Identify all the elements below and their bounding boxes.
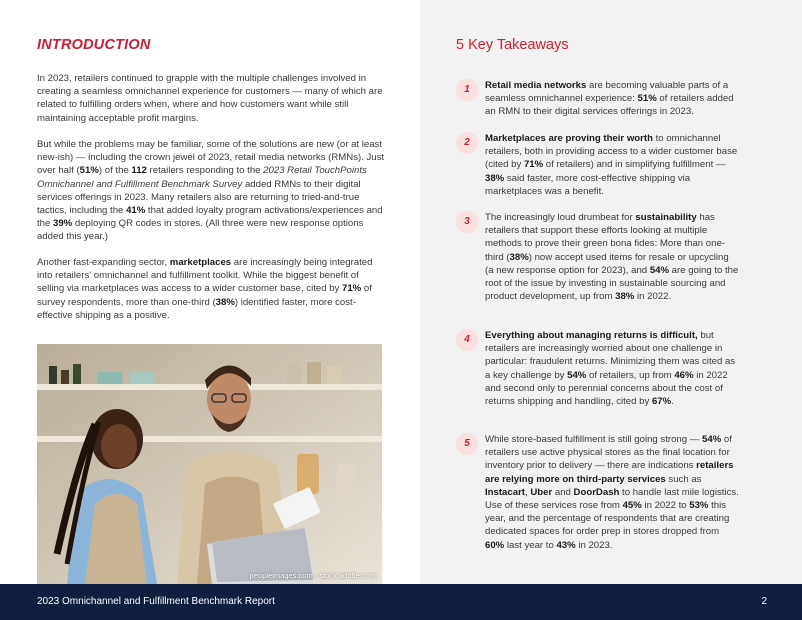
text-run: of retailers) and in simplifying fulfillment — [543, 159, 726, 171]
text-run: of retailers, up from [586, 369, 675, 381]
takeaway-text [485, 433, 739, 552]
takeaways-heading: 5 Key Takeaways [456, 37, 569, 53]
text-run: . [671, 396, 674, 408]
stat: 38% [615, 291, 635, 303]
intro-paragraph-2 [37, 138, 387, 244]
page-footer [0, 584, 802, 620]
takeaway-text [485, 329, 739, 408]
stat: 54% [702, 434, 722, 445]
intro-paragraph-1: In 2023, retailers continued to grapple with the multiple challenges involved in creating a seamless omnichannel experience for customers — many of which are related to fulfilling orders when, where and how customers want while still maintaining acceptable profit margins. [37, 73, 383, 124]
stat: 54% [649, 264, 670, 276]
text-run: deploying QR codes in stores. (All three were new response options added this year.) [37, 218, 364, 243]
text-run: such as [665, 473, 702, 485]
text-run: and [552, 486, 574, 498]
stat-39: 39% [53, 218, 73, 230]
text-run: in 2022. [634, 291, 672, 303]
text-run: that added loyalty program activations/experiences and the [37, 205, 383, 230]
stat-71: 71% [342, 283, 362, 295]
stat: 46% [674, 369, 694, 381]
text-run: to handle last mile logistics. Use of these services rose from [485, 486, 739, 512]
takeaway-text [485, 132, 739, 198]
text-run: retailers responding to the [146, 165, 264, 177]
stat: 60% [485, 539, 505, 551]
takeaway-text [485, 79, 739, 119]
page-number: 2 [761, 596, 767, 607]
stat-112: 112 [131, 165, 147, 177]
highlight: retailers are relying more on third-party services [485, 460, 734, 485]
stat: 45% [622, 500, 642, 512]
report-title: 2023 Omnichannel and Fulfillment Benchmark Report [37, 596, 275, 607]
takeaway-text [485, 211, 739, 303]
text-run: The increasingly loud drumbeat for [485, 212, 636, 223]
highlight: Retail media networks [485, 80, 587, 91]
text-run: but retailers are increasingly worried about one challenge in particular: fraudulent returns. Minimizing them was cited as a key challenge by [485, 330, 736, 381]
photo-illustration [37, 344, 382, 584]
text-run: in 2022 to [641, 500, 690, 512]
text-run: has retailers that support these efforts looking at multiple methods to prove their green bona fides: More than one-third ( [485, 212, 725, 263]
highlight: Marketplaces are proving their worth [485, 133, 653, 144]
company-uber: Uber [530, 486, 553, 498]
photo-credit: peopleimages.com - stock.adobe.com [249, 571, 376, 580]
text-run: of survey respondents, more than one-third ( [37, 283, 372, 308]
text-run: said faster, more cost-effective shipping via marketplaces was a benefit. [485, 172, 691, 197]
intro-paragraph-3 [37, 256, 387, 322]
text-run: , [525, 486, 531, 498]
number-badge: 4 [456, 329, 478, 351]
stat: 71% [523, 159, 544, 171]
highlight: Everything about managing returns is difficult, [485, 330, 698, 341]
text-run: ) now accept used items for resale or upcycling (a new response option for 2023), and [485, 251, 729, 276]
marketplaces-term: marketplaces [169, 257, 232, 268]
text-run: to omnichannel retailers, both in providing access to a wider customer base (cited by [485, 133, 738, 171]
stat: 51% [637, 93, 657, 105]
text-run: are becoming valuable parts of a seamless omnichannel experience: [485, 80, 729, 105]
survey-title: 2023 Retail TouchPoints Omnichannel and Fulfillment Benchmark Survey [37, 165, 367, 190]
stat: 38% [485, 172, 505, 184]
text-run: ) of the [98, 165, 132, 177]
highlight: sustainability [635, 212, 697, 223]
number-badge: 5 [456, 433, 478, 455]
text-run: this year, and the percentage of respondents that are creating dedicated spaces for order prep in stores dropped from [485, 500, 730, 538]
stat-51: 51% [79, 165, 99, 177]
introduction-heading: INTRODUCTION [37, 37, 151, 53]
text-run: in 2023. [575, 539, 613, 551]
stat: 67% [651, 396, 672, 408]
company-doordash: DoorDash [573, 486, 620, 498]
company-instacart: Instacart [485, 486, 525, 498]
text-run: While store-based fulfillment is still going strong — [485, 434, 703, 445]
stat: 38% [509, 251, 529, 263]
text-run: last year to [504, 539, 557, 551]
text-run: But while the problems may be familiar, some of the solutions are new (or at least new-ish) — including the crown jewel of 2023, retail media networks (RMNs). Just over half ( [37, 139, 385, 177]
stat: 43% [556, 539, 576, 551]
text-run: of retailers use active physical stores as the final location for inventory prior to delivery — there are indications [485, 434, 732, 472]
number-badge: 3 [456, 211, 478, 233]
text-run: ) identified faster, more cost-effective shipping as a positive. [37, 296, 356, 321]
stat: 53% [689, 500, 709, 512]
text-run: are increasingly being integrated into retailers' omnichannel and fulfillment toolkit. While the biggest benefit of selling via marketplaces was access to a wider customer base, cited by [37, 257, 373, 295]
stat-41: 41% [126, 205, 146, 217]
text-run: are going to the root of the issue by investing in sustainable sourcing and product development, up from [485, 264, 739, 303]
text-run: in 2022 and second only to perennial concerns about the cost of returns shipping and handling, cited by [485, 369, 728, 408]
retail-workers-photo [37, 344, 382, 584]
stat-38: 38% [215, 296, 235, 308]
text-run: added RMNs to their digital services offerings in 2023. Many retailers also are returning to tried-and-true tactics, including the [37, 178, 361, 217]
number-badge: 2 [456, 132, 478, 154]
stat: 54% [567, 369, 587, 381]
number-badge: 1 [456, 79, 478, 101]
text-run: Another fast-expanding sector, [37, 257, 170, 268]
text-run: of retailers added an RMN to their digital services offerings in 2023. [485, 93, 734, 118]
